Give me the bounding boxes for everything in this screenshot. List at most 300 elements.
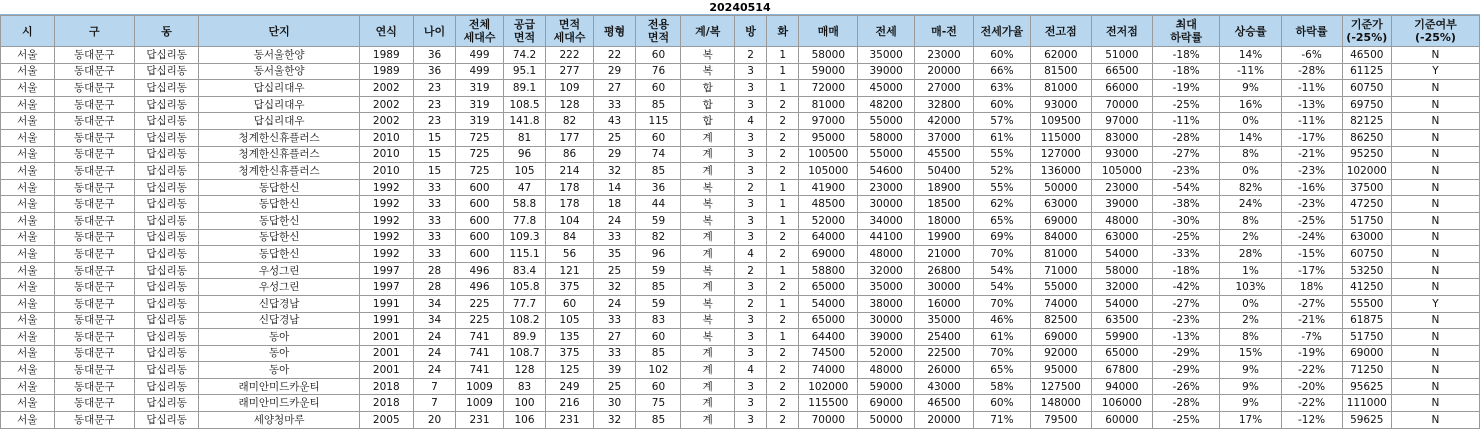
table-cell[interactable]: 1997 (360, 279, 414, 296)
table-cell[interactable]: 81000 (799, 96, 858, 113)
table-cell[interactable]: 3 (735, 312, 767, 329)
table-cell[interactable]: 74000 (799, 362, 858, 379)
table-cell[interactable]: 동대문구 (54, 229, 134, 246)
table-cell[interactable]: 50000 (858, 412, 915, 429)
table-cell[interactable]: 65000 (799, 312, 858, 329)
table-cell[interactable]: 82% (1220, 179, 1281, 196)
table-cell[interactable]: 2018 (360, 378, 414, 395)
column-header[interactable] (974, 16, 1031, 47)
table-cell[interactable]: 600 (456, 212, 503, 229)
table-cell[interactable]: 2 (767, 113, 799, 130)
table-cell[interactable]: 45500 (915, 146, 974, 163)
table-cell[interactable]: 복 (681, 63, 735, 80)
table-cell[interactable]: -28% (1281, 63, 1342, 80)
table-cell[interactable]: -13% (1281, 96, 1342, 113)
table-cell[interactable]: 96 (503, 146, 546, 163)
column-header[interactable] (1342, 16, 1391, 47)
table-cell[interactable]: 70% (974, 246, 1031, 263)
table-cell[interactable]: 0% (1220, 163, 1281, 180)
table-cell[interactable]: -20% (1281, 378, 1342, 395)
table-cell[interactable]: 2% (1220, 229, 1281, 246)
table-cell[interactable]: 53250 (1342, 262, 1391, 279)
table-cell[interactable]: 서울 (1, 362, 55, 379)
table-cell[interactable]: 3 (735, 395, 767, 412)
table-cell[interactable]: 128 (546, 96, 593, 113)
table-cell[interactable]: 741 (456, 362, 503, 379)
table-cell[interactable]: 115 (636, 113, 681, 130)
table-cell[interactable]: N (1391, 329, 1479, 346)
table-cell[interactable]: 319 (456, 96, 503, 113)
table-cell[interactable]: 61% (974, 329, 1031, 346)
table-cell[interactable]: -26% (1152, 378, 1220, 395)
table-cell[interactable]: 3 (735, 329, 767, 346)
table-cell[interactable]: -11% (1220, 63, 1281, 80)
table-cell[interactable]: 서울 (1, 196, 55, 213)
table-cell[interactable]: N (1391, 262, 1479, 279)
table-cell[interactable]: 67800 (1091, 362, 1152, 379)
table-cell[interactable]: N (1391, 146, 1479, 163)
table-cell[interactable]: 128 (503, 362, 546, 379)
table-cell[interactable]: 33 (413, 246, 456, 263)
table-cell[interactable]: 15 (413, 163, 456, 180)
table-cell[interactable]: -33% (1152, 246, 1220, 263)
table-cell[interactable]: 답십리대우 (199, 113, 360, 130)
table-cell[interactable]: 서울 (1, 395, 55, 412)
table-cell[interactable]: -42% (1152, 279, 1220, 296)
table-cell[interactable]: 85 (636, 279, 681, 296)
table-cell[interactable]: 16000 (915, 295, 974, 312)
table-cell[interactable]: 2 (735, 179, 767, 196)
table-cell[interactable]: 32000 (1091, 279, 1152, 296)
table-cell[interactable]: 3 (735, 163, 767, 180)
table-cell[interactable]: 71000 (1030, 262, 1091, 279)
table-cell[interactable]: 56 (546, 246, 593, 263)
table-cell[interactable]: 102000 (1342, 163, 1391, 180)
table-cell[interactable]: 동대문구 (54, 395, 134, 412)
table-cell[interactable]: 서울 (1, 80, 55, 97)
table-cell[interactable]: -22% (1281, 362, 1342, 379)
table-cell[interactable]: 105 (503, 163, 546, 180)
table-cell[interactable]: 86 (546, 146, 593, 163)
table-cell[interactable]: 63% (974, 80, 1031, 97)
table-cell[interactable]: 54000 (799, 295, 858, 312)
table-cell[interactable]: 3 (735, 345, 767, 362)
table-cell[interactable]: 동대문구 (54, 312, 134, 329)
table-cell[interactable]: 600 (456, 229, 503, 246)
table-cell[interactable]: -28% (1152, 129, 1220, 146)
table-cell[interactable]: 69000 (858, 395, 915, 412)
table-cell[interactable]: 우성그린 (199, 279, 360, 296)
table-cell[interactable]: 서울 (1, 279, 55, 296)
table-cell[interactable]: 55000 (858, 113, 915, 130)
table-cell[interactable]: -38% (1152, 196, 1220, 213)
table-cell[interactable]: 1992 (360, 196, 414, 213)
table-cell[interactable]: 2 (767, 246, 799, 263)
table-cell[interactable]: 서울 (1, 229, 55, 246)
table-cell[interactable]: -25% (1152, 412, 1220, 429)
table-cell[interactable]: 121 (546, 262, 593, 279)
table-cell[interactable]: 서울 (1, 163, 55, 180)
table-cell[interactable]: 55% (974, 179, 1031, 196)
table-cell[interactable]: 127500 (1030, 378, 1091, 395)
table-cell[interactable]: 24 (593, 295, 636, 312)
table-cell[interactable]: 답십리동 (134, 63, 198, 80)
table-cell[interactable]: 답십리동 (134, 395, 198, 412)
table-cell[interactable]: 1 (767, 80, 799, 97)
table-cell[interactable]: -27% (1152, 146, 1220, 163)
table-cell[interactable]: 52000 (799, 212, 858, 229)
table-cell[interactable]: 496 (456, 279, 503, 296)
table-cell[interactable]: 35000 (858, 279, 915, 296)
table-cell[interactable]: 답십리동 (134, 96, 198, 113)
table-cell[interactable]: 106000 (1091, 395, 1152, 412)
table-cell[interactable]: 동대문구 (54, 80, 134, 97)
table-cell[interactable]: 74 (636, 146, 681, 163)
table-cell[interactable]: 69000 (1030, 329, 1091, 346)
table-cell[interactable]: 178 (546, 196, 593, 213)
table-cell[interactable]: -28% (1152, 395, 1220, 412)
table-cell[interactable]: 2001 (360, 362, 414, 379)
table-cell[interactable]: -30% (1152, 212, 1220, 229)
table-cell[interactable]: 동아 (199, 362, 360, 379)
table-cell[interactable]: 15% (1220, 345, 1281, 362)
table-cell[interactable]: 105000 (1091, 163, 1152, 180)
table-cell[interactable]: 답십리동 (134, 212, 198, 229)
column-header[interactable] (681, 16, 735, 47)
table-cell[interactable]: 104 (546, 212, 593, 229)
table-cell[interactable]: 서울 (1, 345, 55, 362)
table-cell[interactable]: 2002 (360, 96, 414, 113)
table-cell[interactable]: 복 (681, 212, 735, 229)
table-cell[interactable]: 세양청마루 (199, 412, 360, 429)
table-cell[interactable]: 36 (413, 47, 456, 64)
table-cell[interactable]: 동대문구 (54, 129, 134, 146)
table-cell[interactable]: 725 (456, 129, 503, 146)
table-cell[interactable]: 81000 (1030, 246, 1091, 263)
table-cell[interactable]: 서울 (1, 96, 55, 113)
table-cell[interactable]: -21% (1281, 146, 1342, 163)
table-cell[interactable]: 2 (735, 295, 767, 312)
table-cell[interactable]: 69000 (799, 246, 858, 263)
table-cell[interactable]: 58% (974, 378, 1031, 395)
table-cell[interactable]: 30 (593, 395, 636, 412)
table-cell[interactable]: 41250 (1342, 279, 1391, 296)
table-cell[interactable]: 70% (974, 295, 1031, 312)
table-cell[interactable]: 60750 (1342, 246, 1391, 263)
table-cell[interactable]: 2010 (360, 146, 414, 163)
table-cell[interactable]: 48000 (1091, 212, 1152, 229)
table-cell[interactable]: 3 (735, 146, 767, 163)
table-cell[interactable]: 2 (767, 279, 799, 296)
column-header[interactable] (1, 16, 55, 47)
table-cell[interactable]: 합 (681, 113, 735, 130)
table-cell[interactable]: 63000 (1030, 196, 1091, 213)
table-cell[interactable]: 82125 (1342, 113, 1391, 130)
table-cell[interactable]: 서울 (1, 179, 55, 196)
table-cell[interactable]: 2010 (360, 163, 414, 180)
table-cell[interactable]: 95250 (1342, 146, 1391, 163)
table-cell[interactable]: -19% (1152, 80, 1220, 97)
column-header[interactable] (54, 16, 134, 47)
table-cell[interactable]: 서울 (1, 47, 55, 64)
table-cell[interactable]: 77.8 (503, 212, 546, 229)
table-cell[interactable]: 69000 (1030, 212, 1091, 229)
table-cell[interactable]: 148000 (1030, 395, 1091, 412)
table-cell[interactable]: 84000 (1030, 229, 1091, 246)
table-cell[interactable]: 2 (767, 96, 799, 113)
table-cell[interactable]: 20000 (915, 63, 974, 80)
table-cell[interactable]: 23 (413, 96, 456, 113)
table-cell[interactable]: 21000 (915, 246, 974, 263)
table-cell[interactable]: 27 (593, 329, 636, 346)
table-cell[interactable]: -54% (1152, 179, 1220, 196)
table-cell[interactable]: 답십리대우 (199, 96, 360, 113)
table-cell[interactable]: 서울 (1, 212, 55, 229)
table-cell[interactable]: 동대문구 (54, 329, 134, 346)
table-cell[interactable]: 동대문구 (54, 179, 134, 196)
table-cell[interactable]: 36 (413, 63, 456, 80)
table-cell[interactable]: 4 (735, 362, 767, 379)
table-cell[interactable]: 1989 (360, 63, 414, 80)
table-cell[interactable]: 26800 (915, 262, 974, 279)
table-cell[interactable]: 답십리대우 (199, 80, 360, 97)
table-cell[interactable]: 래미안미드카운티 (199, 378, 360, 395)
table-cell[interactable]: 109500 (1030, 113, 1091, 130)
table-cell[interactable]: -7% (1281, 329, 1342, 346)
table-cell[interactable]: -16% (1281, 179, 1342, 196)
table-cell[interactable]: 33 (413, 196, 456, 213)
table-cell[interactable]: 83 (636, 312, 681, 329)
table-cell[interactable]: 답십리동 (134, 47, 198, 64)
table-cell[interactable]: 100 (503, 395, 546, 412)
table-cell[interactable]: 225 (456, 312, 503, 329)
table-cell[interactable]: 39 (593, 362, 636, 379)
table-cell[interactable]: 54600 (858, 163, 915, 180)
table-cell[interactable]: 청계한신휴플러스 (199, 146, 360, 163)
table-cell[interactable]: 60 (636, 378, 681, 395)
table-cell[interactable]: 106 (503, 412, 546, 429)
table-cell[interactable]: N (1391, 246, 1479, 263)
table-cell[interactable]: 동대문구 (54, 196, 134, 213)
table-cell[interactable]: 115500 (799, 395, 858, 412)
table-cell[interactable]: 97000 (799, 113, 858, 130)
table-cell[interactable]: 1% (1220, 262, 1281, 279)
table-cell[interactable]: -27% (1281, 295, 1342, 312)
table-cell[interactable]: N (1391, 229, 1479, 246)
table-cell[interactable]: 70000 (1091, 96, 1152, 113)
table-cell[interactable]: 2 (767, 229, 799, 246)
table-cell[interactable]: 합 (681, 96, 735, 113)
table-cell[interactable]: 95000 (1030, 362, 1091, 379)
table-cell[interactable]: 25 (593, 378, 636, 395)
table-cell[interactable]: 계 (681, 345, 735, 362)
table-cell[interactable]: N (1391, 395, 1479, 412)
table-cell[interactable]: -23% (1152, 312, 1220, 329)
table-cell[interactable]: 2 (767, 163, 799, 180)
table-cell[interactable]: 복 (681, 179, 735, 196)
table-cell[interactable]: 서울 (1, 312, 55, 329)
table-cell[interactable]: 136000 (1030, 163, 1091, 180)
table-cell[interactable]: 1997 (360, 262, 414, 279)
table-cell[interactable]: -18% (1152, 47, 1220, 64)
table-cell[interactable]: 43000 (915, 378, 974, 395)
table-cell[interactable]: -11% (1152, 113, 1220, 130)
table-cell[interactable]: 서울 (1, 246, 55, 263)
table-cell[interactable]: 35000 (858, 47, 915, 64)
table-cell[interactable]: 답십리동 (134, 329, 198, 346)
table-cell[interactable]: 1 (767, 196, 799, 213)
table-cell[interactable]: 동대문구 (54, 113, 134, 130)
column-header[interactable] (360, 16, 414, 47)
table-cell[interactable]: N (1391, 80, 1479, 97)
table-cell[interactable]: 58000 (1091, 262, 1152, 279)
table-cell[interactable]: 1 (767, 295, 799, 312)
table-cell[interactable]: 서울 (1, 129, 55, 146)
table-cell[interactable]: 375 (546, 279, 593, 296)
table-cell[interactable]: 600 (456, 196, 503, 213)
table-cell[interactable]: 24 (593, 212, 636, 229)
column-header[interactable] (593, 16, 636, 47)
table-cell[interactable]: 127000 (1030, 146, 1091, 163)
table-cell[interactable]: 계 (681, 229, 735, 246)
table-cell[interactable]: 55000 (858, 146, 915, 163)
table-cell[interactable]: 70000 (799, 412, 858, 429)
table-cell[interactable]: 50400 (915, 163, 974, 180)
table-cell[interactable]: 3 (735, 196, 767, 213)
table-cell[interactable]: 32000 (858, 262, 915, 279)
table-cell[interactable]: 9% (1220, 80, 1281, 97)
table-cell[interactable]: 8% (1220, 329, 1281, 346)
table-cell[interactable]: N (1391, 163, 1479, 180)
table-cell[interactable]: 214 (546, 163, 593, 180)
table-cell[interactable]: 동대문구 (54, 163, 134, 180)
table-cell[interactable]: 60 (636, 129, 681, 146)
table-cell[interactable]: 69750 (1342, 96, 1391, 113)
table-cell[interactable]: 319 (456, 113, 503, 130)
table-cell[interactable]: 청계한신휴플러스 (199, 129, 360, 146)
table-cell[interactable]: 3 (735, 212, 767, 229)
table-cell[interactable]: 계 (681, 146, 735, 163)
table-cell[interactable]: 60 (636, 80, 681, 97)
table-cell[interactable]: 30000 (858, 196, 915, 213)
table-cell[interactable]: 249 (546, 378, 593, 395)
table-cell[interactable]: 86250 (1342, 129, 1391, 146)
table-cell[interactable]: 60 (636, 329, 681, 346)
table-cell[interactable]: 서울 (1, 329, 55, 346)
table-cell[interactable]: 27 (593, 80, 636, 97)
table-cell[interactable]: 85 (636, 163, 681, 180)
table-cell[interactable]: 75 (636, 395, 681, 412)
table-cell[interactable]: 65000 (1091, 345, 1152, 362)
table-cell[interactable]: 81000 (1030, 80, 1091, 97)
table-cell[interactable]: 동대문구 (54, 47, 134, 64)
table-cell[interactable]: 94000 (1091, 378, 1152, 395)
table-cell[interactable]: 24 (413, 345, 456, 362)
table-cell[interactable]: 신답경남 (199, 295, 360, 312)
table-cell[interactable]: 102 (636, 362, 681, 379)
table-cell[interactable]: 3 (735, 279, 767, 296)
table-cell[interactable]: 1009 (456, 395, 503, 412)
table-cell[interactable]: 9% (1220, 395, 1281, 412)
table-cell[interactable]: 600 (456, 246, 503, 263)
table-cell[interactable]: N (1391, 179, 1479, 196)
table-cell[interactable]: N (1391, 113, 1479, 130)
table-cell[interactable]: 108.5 (503, 96, 546, 113)
table-cell[interactable]: 69000 (1342, 345, 1391, 362)
table-cell[interactable]: 4 (735, 113, 767, 130)
table-cell[interactable]: 37000 (915, 129, 974, 146)
table-cell[interactable]: N (1391, 96, 1479, 113)
table-cell[interactable]: 계 (681, 395, 735, 412)
table-cell[interactable]: 82 (546, 113, 593, 130)
column-header[interactable] (503, 16, 546, 47)
table-cell[interactable]: 답십리동 (134, 295, 198, 312)
table-cell[interactable]: 답십리동 (134, 312, 198, 329)
table-cell[interactable]: 63000 (1342, 229, 1391, 246)
table-cell[interactable]: 59 (636, 262, 681, 279)
table-cell[interactable]: 1992 (360, 212, 414, 229)
table-cell[interactable]: 72000 (799, 80, 858, 97)
column-header[interactable] (1152, 16, 1220, 47)
table-cell[interactable]: 45000 (858, 80, 915, 97)
table-cell[interactable]: 102000 (799, 378, 858, 395)
table-cell[interactable]: 28 (413, 262, 456, 279)
table-cell[interactable]: 46500 (915, 395, 974, 412)
table-cell[interactable]: 58000 (799, 47, 858, 64)
table-cell[interactable]: 24 (413, 362, 456, 379)
table-cell[interactable]: 97000 (1091, 113, 1152, 130)
table-cell[interactable]: 동아 (199, 345, 360, 362)
column-header[interactable] (1281, 16, 1342, 47)
table-cell[interactable]: 64000 (799, 229, 858, 246)
table-cell[interactable]: 115.1 (503, 246, 546, 263)
table-cell[interactable]: 496 (456, 262, 503, 279)
table-cell[interactable]: 100500 (799, 146, 858, 163)
table-cell[interactable]: 동대문구 (54, 96, 134, 113)
table-cell[interactable]: 32800 (915, 96, 974, 113)
table-cell[interactable]: 계 (681, 412, 735, 429)
table-cell[interactable]: 225 (456, 295, 503, 312)
table-cell[interactable]: 81500 (1030, 63, 1091, 80)
table-cell[interactable]: 54000 (1091, 246, 1152, 263)
table-cell[interactable]: -19% (1281, 345, 1342, 362)
table-cell[interactable]: 1 (767, 47, 799, 64)
table-cell[interactable]: 16% (1220, 96, 1281, 113)
table-cell[interactable]: -24% (1281, 229, 1342, 246)
table-cell[interactable]: 725 (456, 163, 503, 180)
table-cell[interactable]: 동대문구 (54, 412, 134, 429)
table-cell[interactable]: 43 (593, 113, 636, 130)
table-cell[interactable]: 17% (1220, 412, 1281, 429)
table-cell[interactable]: 103% (1220, 279, 1281, 296)
table-cell[interactable]: 60% (974, 47, 1031, 64)
table-cell[interactable]: 69% (974, 229, 1031, 246)
table-cell[interactable]: -25% (1152, 229, 1220, 246)
table-cell[interactable]: 25400 (915, 329, 974, 346)
table-cell[interactable]: 답십리동 (134, 362, 198, 379)
table-cell[interactable]: 70% (974, 345, 1031, 362)
table-cell[interactable]: 105 (546, 312, 593, 329)
table-cell[interactable]: 20000 (915, 412, 974, 429)
column-header[interactable] (1220, 16, 1281, 47)
table-cell[interactable]: 93000 (1091, 146, 1152, 163)
table-cell[interactable]: 33 (593, 229, 636, 246)
table-cell[interactable]: 60% (974, 96, 1031, 113)
table-cell[interactable]: 61% (974, 129, 1031, 146)
table-cell[interactable]: 동서울한양 (199, 47, 360, 64)
table-cell[interactable]: 52000 (858, 345, 915, 362)
table-cell[interactable]: 25 (593, 129, 636, 146)
